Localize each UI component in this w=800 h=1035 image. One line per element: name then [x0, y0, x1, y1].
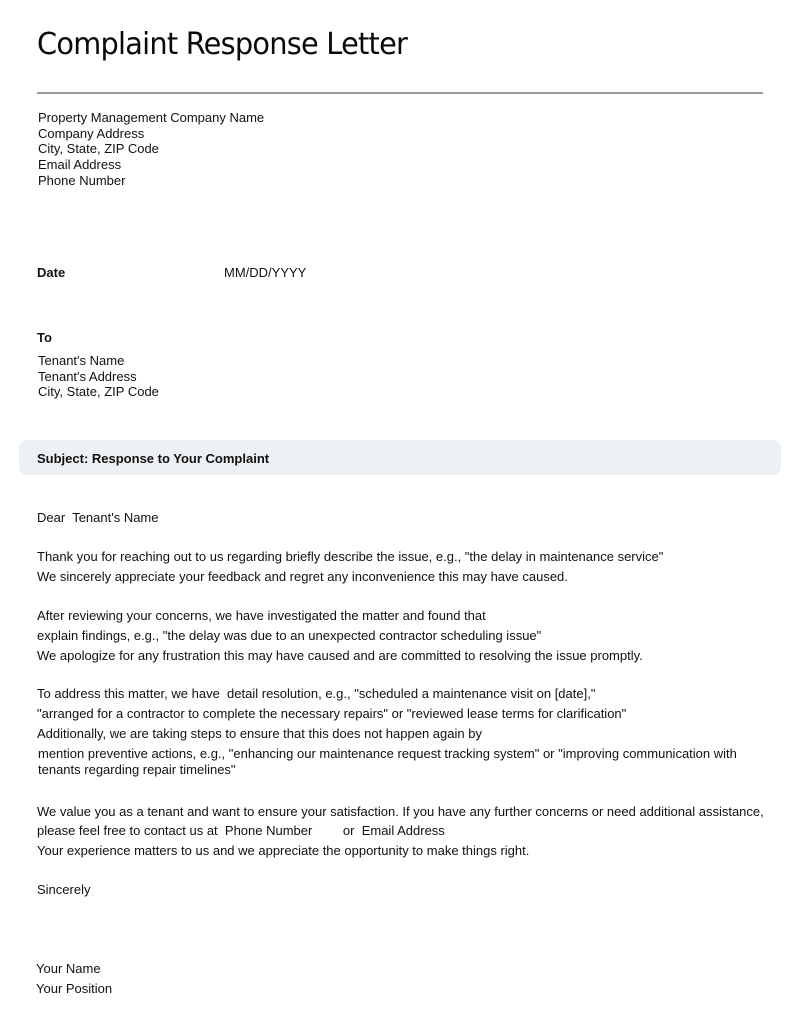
body-text: please feel free to contact us at	[37, 823, 218, 838]
sender-block	[38, 110, 264, 189]
salutation-prefix: Dear	[37, 510, 66, 525]
placeholder-resolution-cont: "arranged for a contractor to complete the necessary repairs" or "reviewed lease terms for clarification"	[37, 706, 627, 721]
signature-name: Your Name	[36, 961, 101, 976]
sender-phone: Phone Number	[38, 172, 126, 188]
body-p2-line3: We apologize for any frustration this may have caused and are committed to resolving the issue promptly.	[37, 648, 643, 663]
salutation-name: Tenant's Name	[72, 510, 159, 525]
body-p4-line2	[37, 823, 445, 838]
subject-banner	[19, 440, 781, 475]
placeholder-phone: Phone Number	[224, 823, 313, 838]
body-p3-line1	[37, 686, 595, 701]
body-p3-line3: Additionally, we are taking steps to ensure that this does not happen again by	[37, 726, 482, 741]
recipient-name: Tenant's Name	[38, 353, 125, 368]
signature-position: Your Position	[36, 981, 113, 996]
sender-city-state-zip: City, State, ZIP Code	[38, 141, 159, 157]
recipient-block	[38, 353, 159, 400]
recipient-label: To	[37, 330, 52, 345]
date-value: MM/DD/YYYY	[224, 265, 307, 280]
recipient-city-state-zip: City, State, ZIP Code	[38, 384, 159, 400]
body-p1-line1	[37, 549, 663, 564]
sender-email: Email Address	[38, 157, 122, 173]
body-text: To address this matter, we have	[37, 686, 220, 701]
body-text: or	[342, 823, 355, 838]
placeholder-findings: explain findings, e.g., "the delay was due to an unexpected contractor scheduling issue"	[37, 628, 542, 643]
page-title: Complaint Response Letter	[37, 27, 408, 62]
body-p2-line1: After reviewing your concerns, we have investigated the matter and found that	[37, 608, 486, 623]
sender-company-address: Company Address	[38, 125, 145, 141]
placeholder-email: Email Address	[361, 823, 445, 838]
salutation	[37, 510, 159, 525]
sender-company-name: Property Management Company Name	[38, 110, 265, 125]
date-label: Date	[37, 265, 66, 280]
placeholder-resolution: detail resolution, e.g., "scheduled a maintenance visit on [date],"	[227, 686, 596, 701]
body-p1-line2: We sincerely appreciate your feedback and regret any inconvenience this may have caused.	[37, 569, 568, 584]
placeholder-issue: briefly describe the issue, e.g., "the delay in maintenance service"	[285, 549, 664, 564]
title-divider	[37, 92, 763, 94]
closing: Sincerely	[37, 882, 91, 897]
body-p4-line3: Your experience matters to us and we appreciate the opportunity to make things right.	[37, 843, 530, 858]
placeholder-preventive-cont: tenants regarding repair timelines"	[38, 762, 236, 777]
subject-line: Subject: Response to Your Complaint	[37, 451, 270, 466]
placeholder-preventive: mention preventive actions, e.g., "enhancing our maintenance request tracking system" or "improving communication with	[38, 746, 737, 761]
body-text: Thank you for reaching out to us regarding	[37, 549, 282, 564]
recipient-address: Tenant's Address	[38, 368, 137, 384]
body-p4-line1: We value you as a tenant and want to ensure your satisfaction. If you have any further concerns or need additional assistance,	[37, 804, 764, 819]
